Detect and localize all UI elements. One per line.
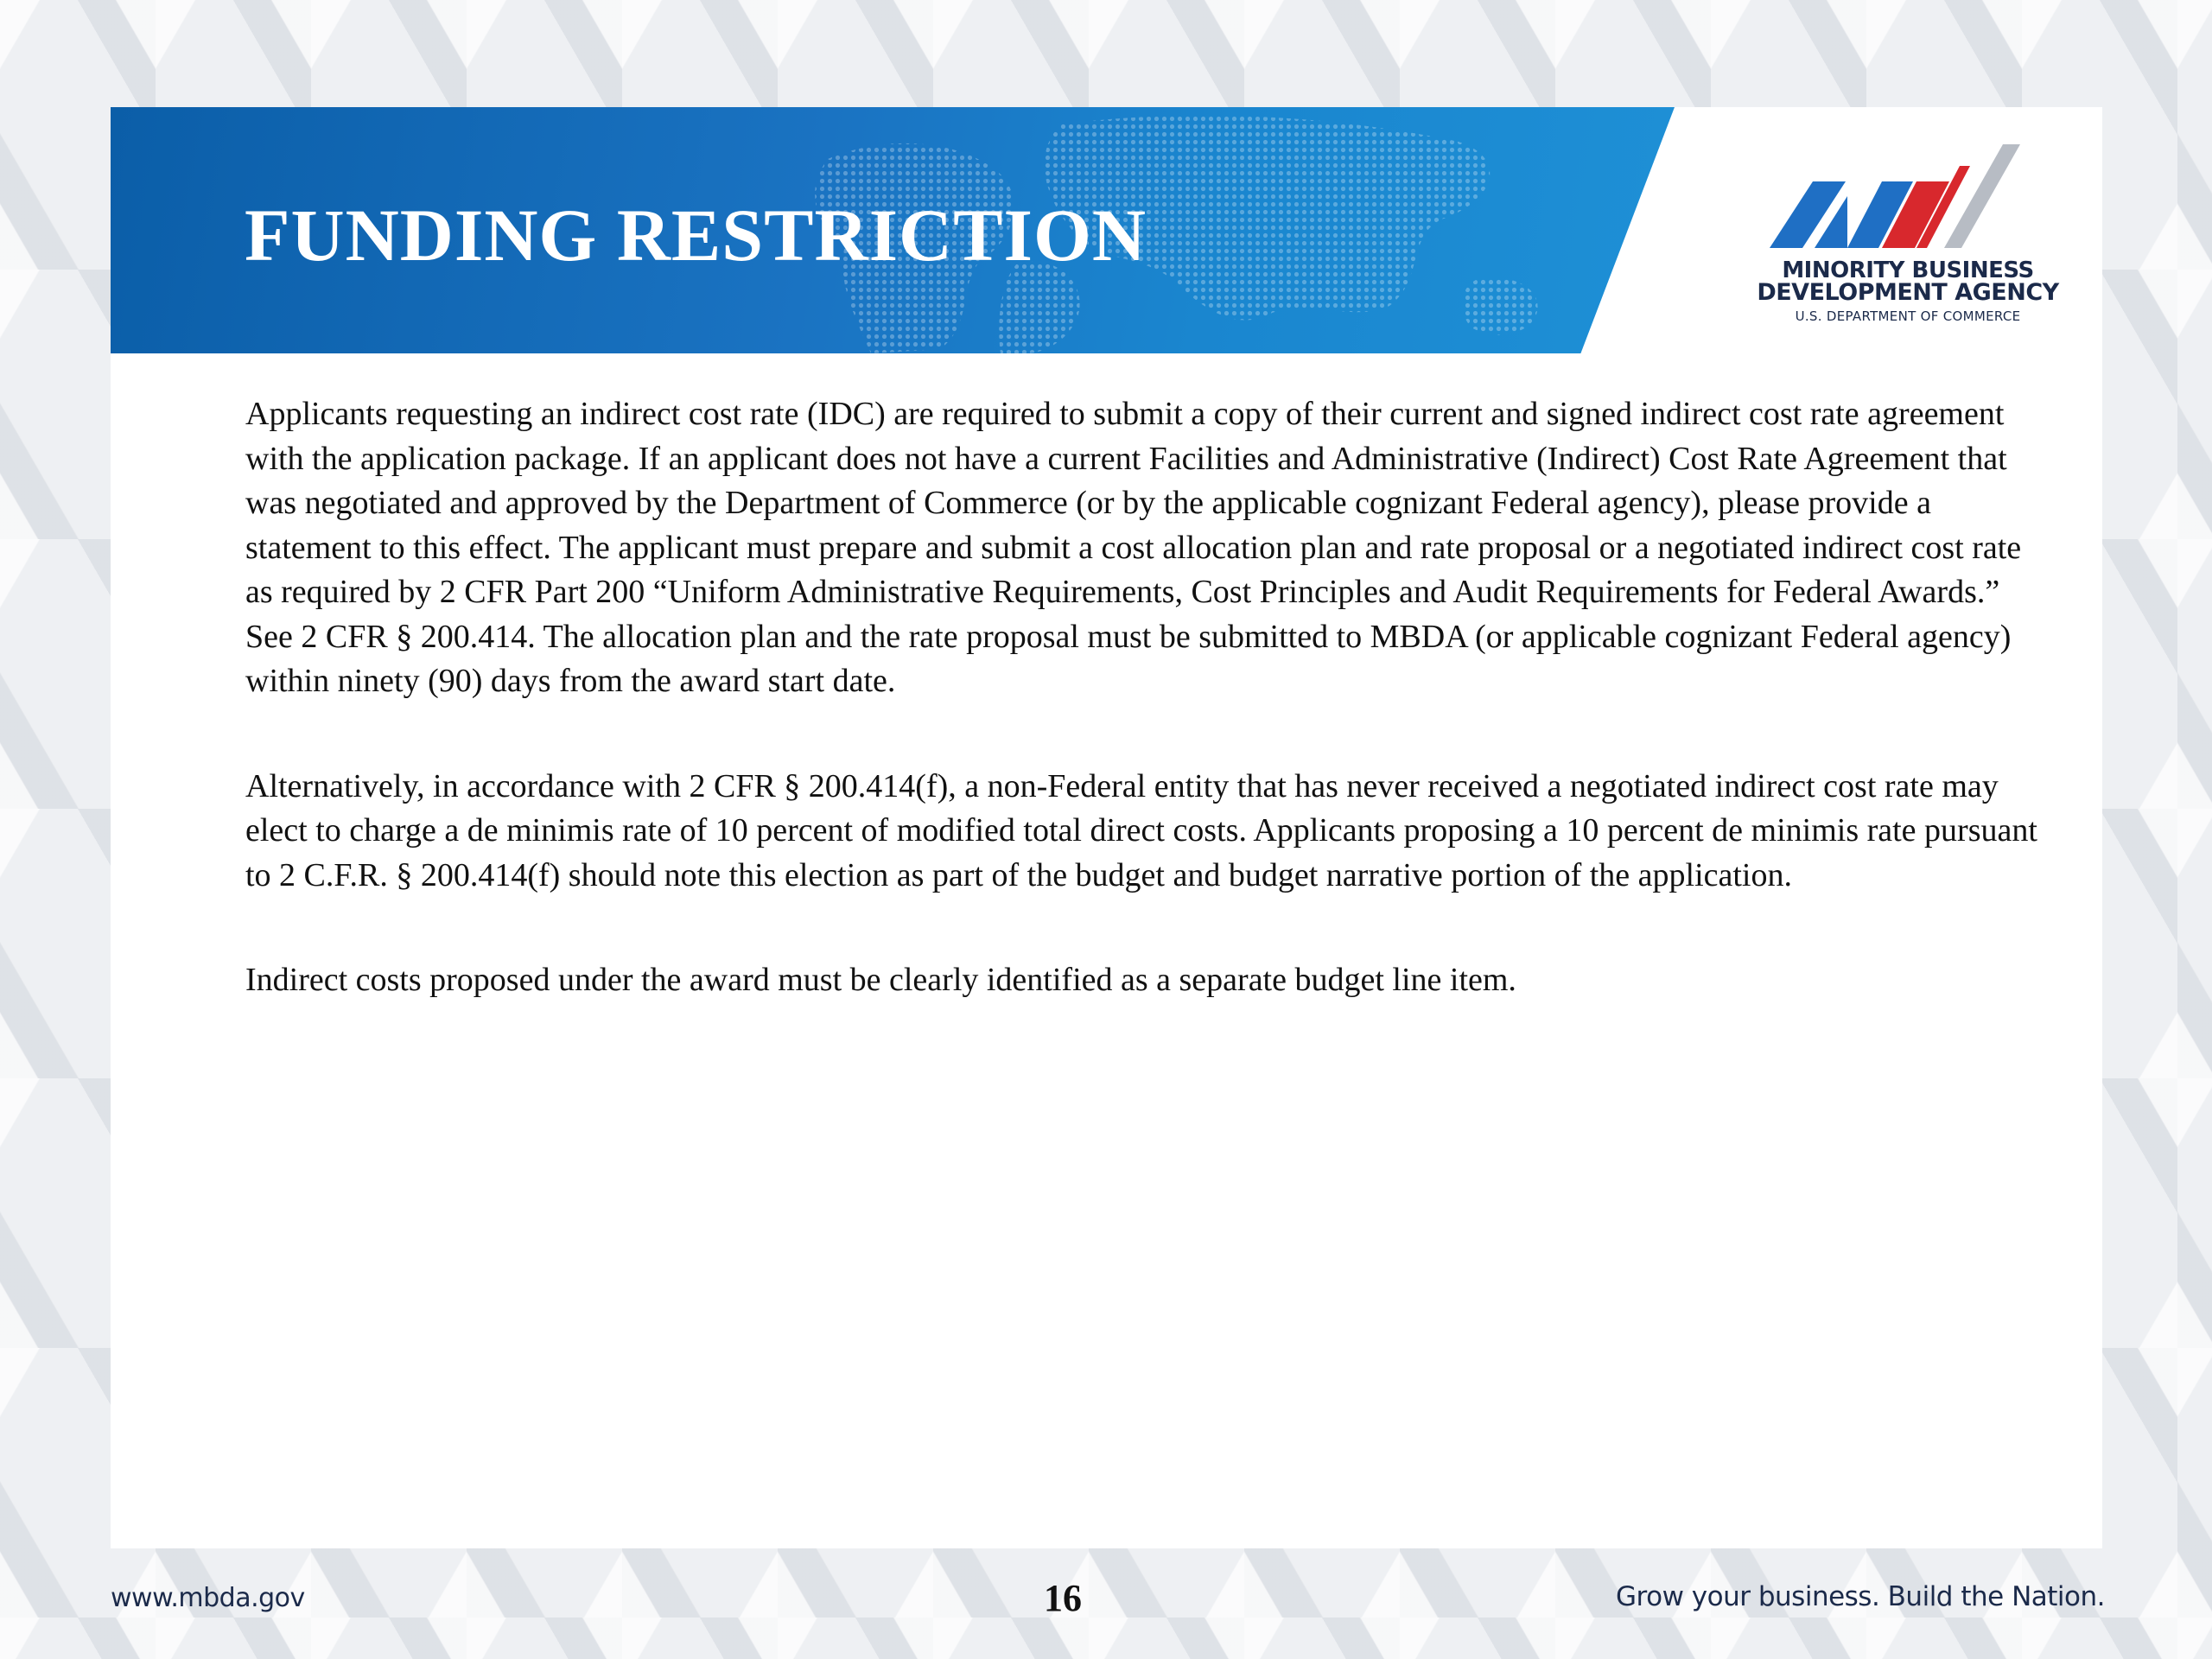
page-title: FUNDING RESTRICTION <box>245 194 1147 276</box>
footer-tagline: Grow your business. Build the Nation. <box>1616 1581 2105 1612</box>
page-number: 16 <box>1044 1577 1082 1619</box>
logo-text-line1: MINORITY BUSINESS <box>1782 257 2034 283</box>
paragraph-idc-requirements: Applicants requesting an indirect cost rate (IDC) are required to submit a copy of their current and signed indirect cost rate agreement with the application package. If an applicant does not have a current Facilities and Administrative (Indirect) Cost Rate Agreement that was negotiated and approved by the Department of Commerce (or by the applicable cognizant Federal agency), please provide a statement to this effect. The applicant must prepare and submit a cost allocation plan and rate proposal or a negotiated indirect cost rate as required by 2 CFR Part 200 “Uniform Administrative Requirements, Cost Principles and Audit Requirements for Federal Awards.” See 2 CFR § 200.414. The allocation plan and the rate proposal must be submitted to MBDA (or applicable cognizant Federal agency) within ninety (90) days from the award start date. <box>245 396 2022 699</box>
mbda-logo <box>1718 140 2098 347</box>
body-content <box>245 392 2043 1064</box>
footer-url: www.mbda.gov <box>111 1583 305 1613</box>
logo-text-line3: U.S. DEPARTMENT OF COMMERCE <box>1795 308 2021 324</box>
mbda-logo-mark-icon <box>1718 140 2098 261</box>
paragraph-budget-line-item: Indirect costs proposed under the award must be clearly identified as a separate budget line item. <box>245 962 1516 998</box>
logo-text-line2: DEVELOPMENT AGENCY <box>1757 279 2059 306</box>
slide <box>111 107 2102 1548</box>
paragraph-de-minimis-rate: Alternatively, in accordance with 2 CFR § 200.414(f), a non-Federal entity that has never received a negotiated indirect cost rate may elect to charge a de minimis rate of 10 percent of modified total direct costs. Applicants proposing a 10 percent de minimis rate pursuant to 2 C.F.R. § 200.414(f) should note this election as part of the budget and budget narrative portion of the application. <box>245 767 2037 893</box>
